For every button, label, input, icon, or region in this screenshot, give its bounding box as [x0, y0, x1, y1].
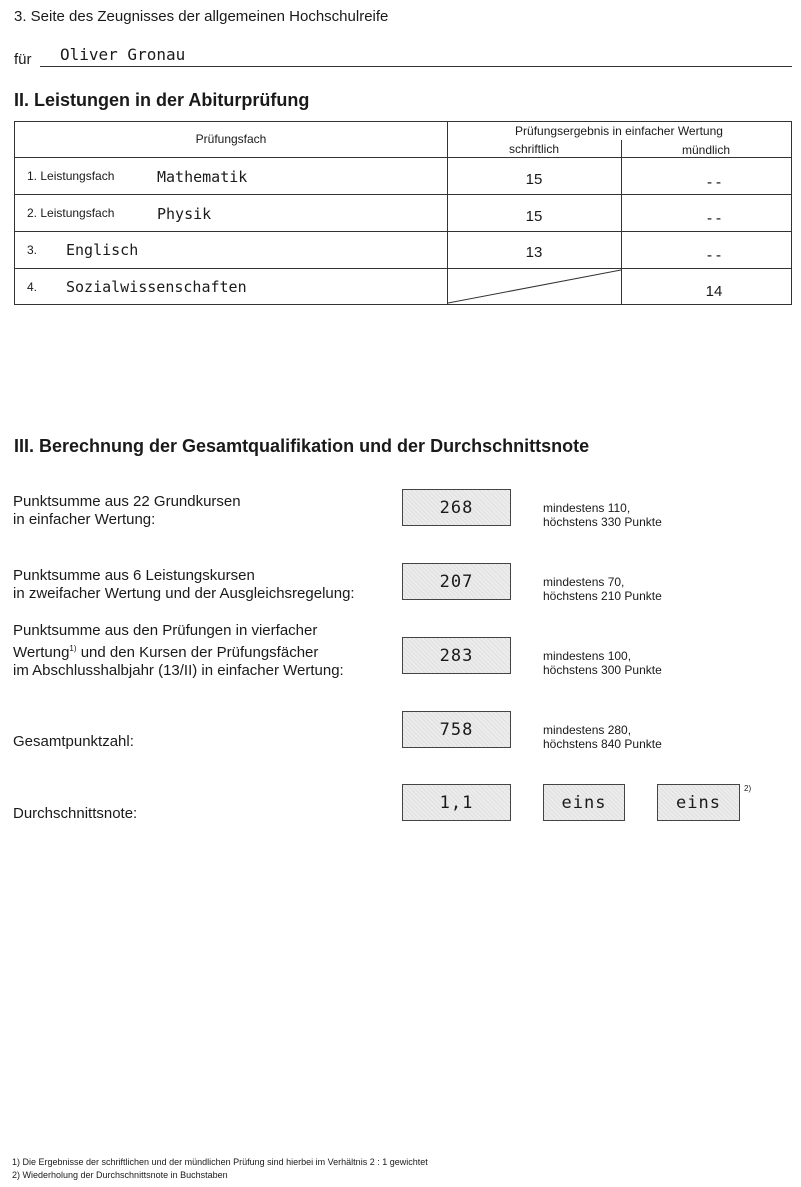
- calc-limit: mindestens 280, höchstens 840 Punkte: [543, 723, 662, 751]
- average-label: Durchschnittsnote:: [13, 805, 138, 822]
- average-value-box: 1,1: [402, 784, 511, 821]
- calc-value-box: 283: [402, 637, 511, 674]
- row-prefix: 2. Leistungsfach: [27, 206, 115, 220]
- col-header-result: Prüfungsergebnis in einfacher Wertung: [515, 124, 723, 138]
- col-header-oral: mündlich: [681, 143, 731, 157]
- col-header-subject: Prüfungsfach: [195, 132, 267, 146]
- row-divider: [15, 194, 791, 195]
- page-header: 3. Seite des Zeugnisses der allgemeinen Hochschulreife: [14, 8, 389, 25]
- footnote-ref: 1): [69, 644, 77, 653]
- name-underline: [40, 66, 792, 67]
- row-prefix: 3.: [27, 243, 38, 257]
- calc-limit: mindestens 70, höchstens 210 Punkte: [543, 575, 662, 603]
- row-written: 15: [525, 208, 543, 225]
- exam-table: [14, 121, 792, 305]
- row-oral: 14: [705, 283, 723, 300]
- calc-value-box: 268: [402, 489, 511, 526]
- row-divider: [15, 268, 791, 269]
- calc-label: Punktsumme aus 22 Grundkursen in einfacher Wertung:: [13, 493, 241, 528]
- row-divider: [15, 231, 791, 232]
- row-written: 15: [525, 171, 543, 188]
- footnote-ref: 2): [744, 784, 752, 793]
- footnote: 2) Wiederholung der Durchschnittsnote in Buchstaben: [12, 1170, 228, 1180]
- calc-label: Gesamtpunktzahl:: [13, 733, 134, 750]
- calc-label: Punktsumme aus den Prüfungen in vierfacher Wertung$^{1)}$ und den Kursen der Prüfungsfächer im Abschlusshalbjahr (13/II) in einfacher Wertung:: [13, 622, 344, 679]
- calc-value-box: 207: [402, 563, 511, 600]
- fuer-label: für: [14, 51, 32, 68]
- row-oral: --: [704, 246, 724, 264]
- table-header-divider: [15, 157, 791, 158]
- footnote: 1) Die Ergebnisse der schriftlichen und der mündlichen Prüfung sind hierbei im Verhältnis 2 : 1 gewichtet: [12, 1157, 428, 1167]
- average-word-repeat-box: eins: [657, 784, 740, 821]
- calc-label: Punktsumme aus 6 Leistungskursen in zweifacher Wertung und der Ausgleichsregelung:: [13, 567, 355, 602]
- row-subject: Physik: [157, 205, 212, 223]
- calc-limit: mindestens 100, höchstens 300 Punkte: [543, 649, 662, 677]
- row-subject: Sozialwissenschaften: [66, 278, 247, 296]
- student-name: Oliver Gronau: [60, 45, 186, 64]
- row-prefix: 1. Leistungsfach: [27, 169, 115, 183]
- row-oral: --: [704, 209, 724, 227]
- row-prefix: 4.: [27, 280, 38, 294]
- row-written: 13: [525, 244, 543, 261]
- strike-diagonal: [448, 269, 621, 304]
- calc-value-box: 758: [402, 711, 511, 748]
- average-word-box: eins: [543, 784, 625, 821]
- calc-limit: mindestens 110, höchstens 330 Punkte: [543, 501, 662, 529]
- row-subject: Englisch: [66, 241, 139, 259]
- section3-title: III. Berechnung der Gesamtqualifikation und der Durchschnittsnote: [14, 436, 590, 456]
- row-oral: --: [704, 173, 724, 191]
- row-subject: Mathematik: [157, 168, 248, 186]
- col-header-written: schriftlich: [508, 142, 559, 156]
- section2-title: II. Leistungen in der Abiturprüfung: [14, 90, 310, 110]
